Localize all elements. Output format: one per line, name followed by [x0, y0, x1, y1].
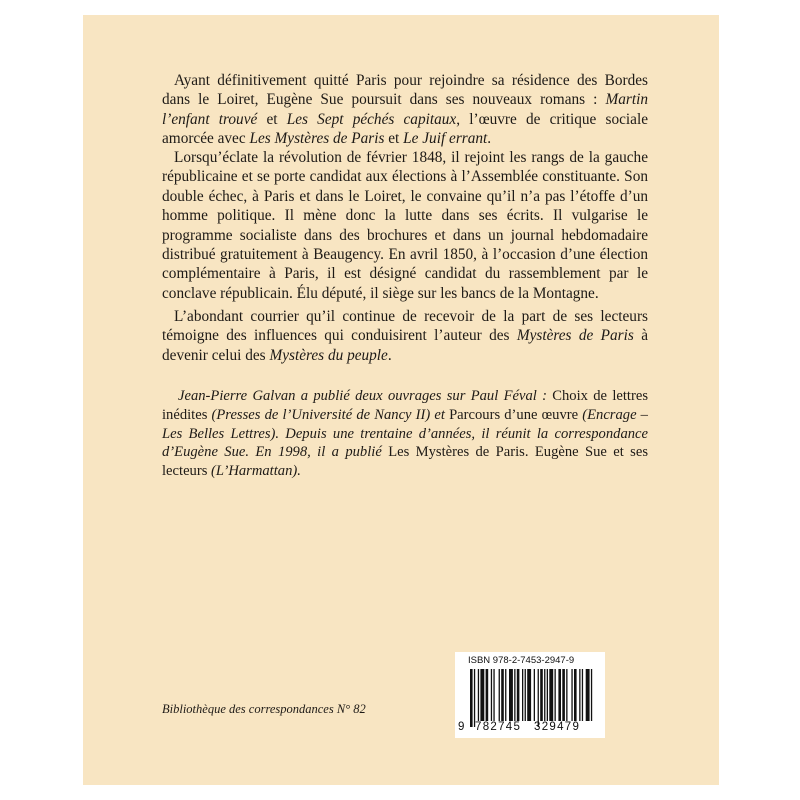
title-martin-l-enfant-trouve: Martin l’enfant trouvé [162, 91, 648, 128]
title-les-sept-peches-capitaux: Les Sept péchés capitaux [286, 110, 457, 128]
barcode-bar [562, 669, 565, 721]
paragraph-1-text-b: et [257, 110, 287, 128]
barcode-bar [534, 669, 535, 721]
author-bio [162, 387, 648, 481]
barcode-bar [474, 669, 475, 727]
barcode-bar [582, 669, 583, 721]
paragraph-1-text-a: Ayant définitivement quitté Paris pour rejoindre sa résidence des Bordes dans le Loiret, Eugène Sue poursuit dans ses nouveaux romans : [162, 72, 648, 109]
barcode-bar [491, 669, 492, 721]
isbn-label: ISBN 978-2-7453-2947-9 [468, 655, 575, 666]
paragraph-1-text-d: et [384, 130, 404, 148]
bio-publisher-harmattan: (L’Harmattan). [211, 463, 301, 480]
title-les-mysteres-de-paris: Les Mystères de Paris [249, 130, 385, 148]
barcode-bar [493, 669, 494, 721]
barcode-right-digits: 329479 [534, 721, 581, 733]
barcode-bar [544, 669, 545, 721]
barcode-bar [571, 669, 572, 721]
barcode-bar [579, 669, 580, 721]
bio-text-c: (Encrage – Les Belles Lettres). Depuis une trentaine d’années, il réunit la correspondance d’Eugène Sue. En 1998, il a publié [162, 406, 648, 461]
barcode-bar [486, 669, 489, 721]
bio-title-choix-de-lettres: Choix de lettres inédites [162, 388, 648, 423]
series-label: Bibliothèque des correspondances N° 82 [162, 702, 366, 716]
barcode-bar [555, 669, 556, 721]
barcode-bar [480, 669, 484, 721]
bio-title-parcours: Parcours d’une œuvre [449, 406, 583, 423]
barcode-bar [478, 669, 479, 721]
paragraph-3-text-c: . [387, 346, 392, 364]
barcode-bar [509, 669, 513, 721]
title-mysteres-du-peuple: Mystères du peuple [269, 346, 388, 364]
barcode-first-digit: 9 [458, 721, 466, 733]
paragraph-1-text-e: . [487, 130, 492, 148]
barcode-bar [574, 669, 577, 721]
summary-paragraph-2: Lorsqu’éclate la révolution de février 1848, il rejoint les rangs de la gauche républicaine et se porte candidat aux élections à l’Assemblée constituante. Son double échec, à Paris et dans le Loiret, le convaine qu’il n’a pas l’étoffe d’un homme politique. Il mène donc la lutte dans ses écrits. Il vulgarise le programme socialiste dans des brochures et dans un journal hebdomadaire distribué gratuitement à Beaugency. En avril 1850, à l’occasion d’une élection complémentaire à Paris, il est désigné candidat du rassemblement par le conclave républicain. Élu député, il siège sur les bancs de la Montagne. [162, 149, 648, 302]
barcode-bar [499, 669, 500, 721]
barcode-bar [514, 669, 515, 721]
bio-text-a: Jean-Pierre Galvan a publié deux ouvrages sur Paul Féval : [178, 388, 553, 404]
barcode-bar [517, 669, 520, 721]
barcode-bars [470, 669, 594, 727]
barcode-bar [558, 669, 561, 721]
barcode-bar [538, 669, 539, 727]
barcode-bar [547, 669, 548, 721]
bio-text-b: et [430, 406, 450, 423]
summary-paragraph-3 [162, 307, 648, 365]
barcode-bar [586, 669, 590, 721]
barcode-bar [505, 669, 506, 721]
paragraph-3-text-a: L’abondant courrier qu’il continue de recevoir de la part de ses lecteurs témoigne des influences qui conduisirent l’auteur des [162, 308, 648, 345]
barcode-bar [566, 669, 567, 721]
barcode-bar [591, 669, 592, 721]
title-le-juif-errant: Le Juif errant [403, 130, 488, 148]
barcode-left-digits: 782745 [475, 721, 522, 733]
title-mysteres-de-paris: Mystères de Paris [516, 327, 634, 345]
barcode-bar [525, 669, 526, 721]
summary-paragraph-1 [162, 71, 648, 149]
barcode-bar [540, 669, 543, 721]
barcode-bar [501, 669, 504, 721]
paragraph-3-text-b: à devenir celui des [162, 327, 648, 364]
isbn-barcode [455, 652, 605, 738]
barcode-bar [522, 669, 523, 721]
barcode-bar [549, 669, 553, 721]
paragraph-1-text-c: , l’œuvre de critique sociale amorcée avec [162, 110, 648, 148]
bio-publisher-nancy: (Presses de l’Université de Nancy II) [211, 406, 431, 423]
barcode-bar [470, 669, 473, 727]
barcode-bar [527, 669, 531, 721]
bio-title-les-mysteres: Les Mystères de Paris. Eugène Sue et ses lecteurs [162, 444, 648, 480]
